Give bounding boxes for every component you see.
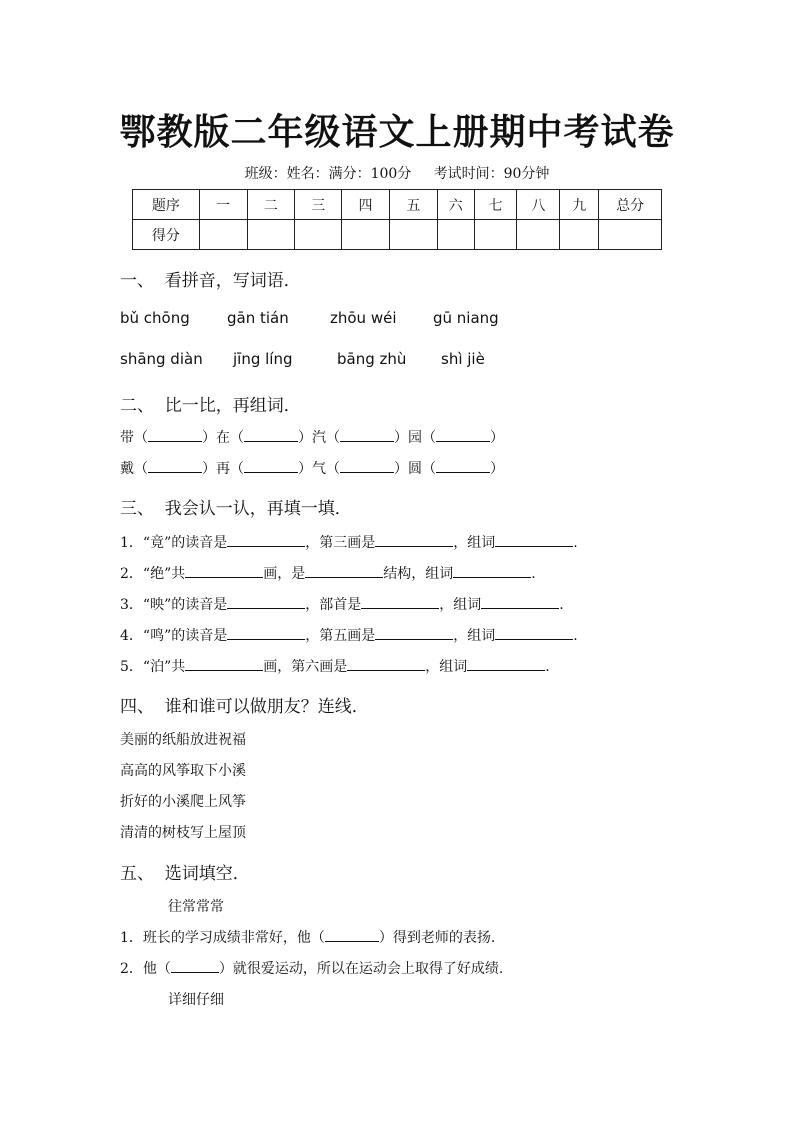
answer-blank[interactable]	[453, 563, 531, 578]
score-header-cell: 题序	[133, 190, 200, 220]
score-cell[interactable]	[389, 220, 437, 250]
score-table	[132, 189, 662, 250]
answer-blank[interactable]	[227, 594, 305, 609]
match-line: 清清的树枝写上屋顶	[120, 825, 246, 841]
question-text: ，第三画是	[305, 535, 376, 551]
pinyin-item: jīng líng	[233, 350, 293, 368]
answer-blank[interactable]	[148, 427, 202, 442]
score-cell[interactable]	[474, 220, 517, 250]
question-text: 画，是	[263, 566, 306, 582]
score-header-cell: 二	[247, 190, 295, 220]
answer-blank[interactable]	[481, 594, 559, 609]
question-text: .	[545, 659, 550, 675]
section-1-heading: 一、 看拼音，写词语．	[120, 271, 301, 291]
word-choices-1: 往常常常	[168, 899, 224, 915]
class-label: 班级：	[244, 166, 287, 182]
pinyin-item: gū niang	[433, 309, 499, 327]
fill-question-3	[120, 594, 564, 614]
score-header-cell: 总分	[599, 190, 662, 220]
choose-question-1	[120, 927, 495, 947]
answer-blank[interactable]	[305, 563, 383, 578]
compare-char: 再	[216, 461, 230, 477]
pinyin-item: gān tián	[227, 309, 289, 327]
compare-char: 在	[216, 430, 230, 446]
question-text: ，组词	[453, 535, 496, 551]
answer-blank[interactable]	[467, 656, 545, 671]
answer-blank[interactable]	[347, 656, 425, 671]
score-cell[interactable]	[295, 220, 342, 250]
answer-blank[interactable]	[185, 563, 263, 578]
exam-meta	[0, 163, 794, 183]
match-line: 美丽的纸船放进祝福	[120, 732, 246, 748]
section-2-heading: 二、 比一比，再组词．	[120, 396, 301, 416]
answer-blank[interactable]	[375, 625, 453, 640]
name-label: 姓名：	[286, 166, 329, 182]
question-text: .	[531, 566, 536, 582]
score-header-cell: 七	[474, 190, 517, 220]
question-text: ，组词	[453, 628, 496, 644]
question-text: 5．“泊”共	[120, 659, 186, 675]
score-header-cell: 五	[389, 190, 437, 220]
answer-blank[interactable]	[148, 458, 202, 473]
question-text: ）就很爱运动，所以在运动会上取得了好成绩.	[218, 961, 504, 977]
answer-blank[interactable]	[325, 927, 379, 942]
fill-question-2	[120, 563, 536, 583]
question-text: 3．“映”的读音是	[120, 597, 228, 613]
compare-char: 带	[120, 430, 134, 446]
question-text: ，组词	[439, 597, 482, 613]
compare-row-1: 带（ ）在（ ）汽（ ）园（ ）	[120, 427, 504, 447]
full-marks: 满分：100分	[328, 166, 412, 182]
question-text: 1．班长的学习成绩非常好，他（	[120, 930, 325, 946]
pinyin-item: bāng zhù	[337, 350, 407, 368]
score-cell[interactable]	[247, 220, 295, 250]
compare-char: 戴	[120, 461, 134, 477]
question-text: ，部首是	[305, 597, 362, 613]
answer-blank[interactable]	[340, 427, 394, 442]
question-text: ，第五画是	[305, 628, 376, 644]
question-text: 结构，组词	[383, 566, 454, 582]
score-table-row	[133, 220, 662, 250]
answer-blank[interactable]	[361, 594, 439, 609]
answer-blank[interactable]	[185, 656, 263, 671]
question-text: 1．“竟”的读音是	[120, 535, 228, 551]
pinyin-item: shāng diàn	[120, 350, 203, 368]
answer-blank[interactable]	[171, 958, 219, 973]
answer-blank[interactable]	[436, 427, 490, 442]
score-cell[interactable]	[517, 220, 560, 250]
fill-question-5	[120, 656, 550, 676]
answer-blank[interactable]	[340, 458, 394, 473]
compare-char: 圆	[408, 461, 422, 477]
answer-blank[interactable]	[436, 458, 490, 473]
choose-question-2	[120, 958, 503, 978]
answer-blank[interactable]	[495, 625, 573, 640]
section-4-heading: 四、 谁和谁可以做朋友？连线．	[120, 697, 369, 717]
compare-char: 气	[312, 461, 326, 477]
fill-question-1	[120, 532, 578, 552]
pinyin-item: zhōu wéi	[330, 309, 397, 327]
exam-title: 鄂教版二年级语文上册期中考试卷	[119, 111, 675, 153]
answer-blank[interactable]	[244, 458, 298, 473]
compare-row-2: 戴（ ）再（ ）气（ ）圆（ ）	[120, 458, 504, 478]
exam-time: 考试时间：90分钟	[433, 166, 550, 182]
question-text: 4．“鸣”的读音是	[120, 628, 228, 644]
score-cell[interactable]	[342, 220, 390, 250]
score-cell[interactable]	[437, 220, 474, 250]
pinyin-item: bǔ chōng	[120, 309, 190, 327]
question-text: 2．他（	[120, 961, 171, 977]
answer-blank[interactable]	[375, 532, 453, 547]
score-table-header	[133, 190, 662, 220]
score-header-cell: 八	[517, 190, 560, 220]
question-text: .	[573, 535, 578, 551]
question-text: 画，第六画是	[263, 659, 348, 675]
score-header-cell: 三	[295, 190, 342, 220]
score-cell[interactable]	[560, 220, 599, 250]
score-cell[interactable]	[199, 220, 247, 250]
score-header-cell: 一	[199, 190, 247, 220]
answer-blank[interactable]	[495, 532, 573, 547]
answer-blank[interactable]	[227, 532, 305, 547]
answer-blank[interactable]	[244, 427, 298, 442]
fill-question-4	[120, 625, 578, 645]
score-header-cell: 六	[437, 190, 474, 220]
question-text: .	[559, 597, 564, 613]
section-3-heading: 三、 我会认一认，再填一填．	[120, 499, 352, 519]
score-header-cell: 九	[560, 190, 599, 220]
section-5-heading: 五、 选词填空．	[120, 864, 250, 884]
score-row-label: 得分	[133, 220, 200, 250]
pinyin-item: shì jiè	[441, 350, 485, 368]
score-header-cell: 四	[342, 190, 390, 220]
word-choices-2: 详细仔细	[168, 992, 224, 1008]
question-text: ）得到老师的表扬.	[378, 930, 496, 946]
compare-char: 园	[408, 430, 422, 446]
question-text: 2．“绝”共	[120, 566, 186, 582]
match-line: 折好的小溪爬上风筝	[120, 794, 246, 810]
answer-blank[interactable]	[227, 625, 305, 640]
question-text: .	[573, 628, 578, 644]
question-text: ，组词	[425, 659, 468, 675]
compare-char: 汽	[312, 430, 326, 446]
match-line: 高高的风筝取下小溪	[120, 763, 246, 779]
score-cell[interactable]	[599, 220, 662, 250]
